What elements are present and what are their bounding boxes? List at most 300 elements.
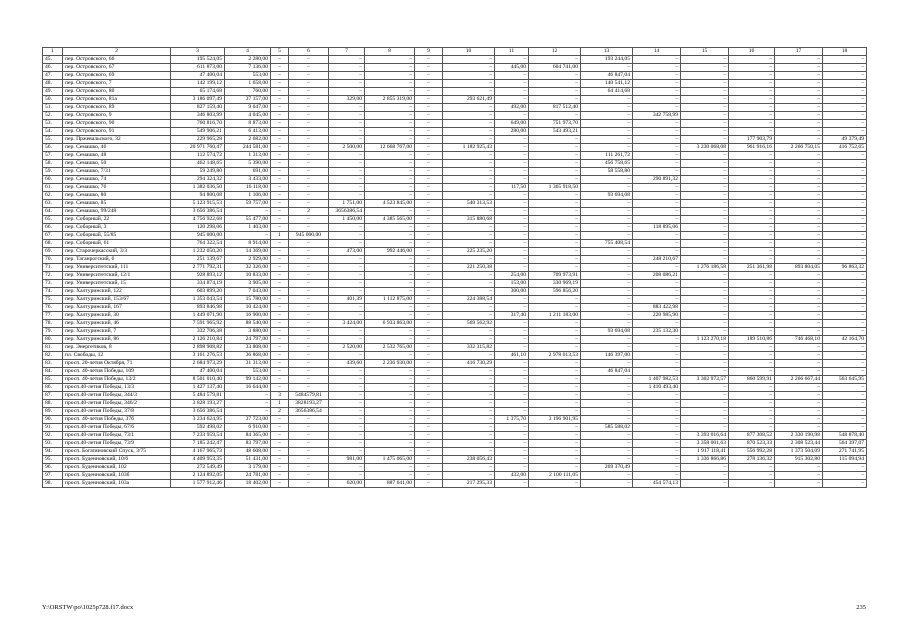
table-row [43,216,867,224]
table-cell: – [365,280,415,288]
table-cell: 83. [43,360,63,368]
table-cell: 2 929,00 [225,256,271,264]
table-cell: 492,00 [495,104,529,112]
table-cell: – [365,80,415,88]
table-cell: – [729,216,775,224]
table-cell: – [289,72,329,80]
table-cell: 72. [43,272,63,280]
table-cell: – [415,136,443,144]
table-cell: – [289,96,329,104]
table-cell: – [271,264,289,272]
table-cell: – [271,224,289,232]
table-cell: – [823,256,867,264]
table-cell: – [775,408,823,416]
table-cell: – [581,416,633,424]
table-cell: 611 873,00 [171,64,225,72]
table-row [43,264,867,272]
table-cell: – [329,352,365,360]
table-cell: – [225,408,271,416]
table-cell: – [415,304,443,312]
table-cell: – [729,464,775,472]
table-cell: – [415,384,443,392]
table-cell: – [581,440,633,448]
table-cell: – [289,288,329,296]
table-cell: – [365,152,415,160]
table-cell: 3 234 624,95 [171,416,225,424]
table-cell: 945 000,00 [171,232,225,240]
table-cell: 80. [43,336,63,344]
table-cell: 760 816,70 [171,120,225,128]
table-cell: – [775,232,823,240]
table-cell: просп.40-летия Победы, 73/9 [63,440,171,448]
table-row [43,472,867,480]
table-cell: – [415,80,443,88]
table-cell: 649,00 [495,120,529,128]
table-cell: 79. [43,328,63,336]
table-cell: – [681,472,729,480]
table-cell: – [289,104,329,112]
table-cell: – [495,240,529,248]
table-cell: – [289,224,329,232]
table-cell: 1 [271,400,289,408]
table-cell: – [633,336,681,344]
table-cell: 992 446,00 [365,248,415,256]
table-cell: – [289,304,329,312]
table-cell: – [681,120,729,128]
table-cell: – [495,264,529,272]
table-cell: 47 400,04 [171,72,225,80]
table-cell: 36 868,00 [225,352,271,360]
table-cell: – [633,232,681,240]
table-cell: 3 186 097,49 [171,96,225,104]
table-cell: 3656386,54 [329,208,365,216]
table-cell: – [529,456,581,464]
table-cell: – [581,120,633,128]
table-cell: – [729,152,775,160]
table-cell: – [681,168,729,176]
table-cell: 3 358 001,63 [681,440,729,448]
table-cell: – [633,160,681,168]
table-cell: 238 056,43 [443,456,495,464]
table-cell: – [329,336,365,344]
table-cell: пер. Семашко, 80 [63,192,171,200]
table-cell: – [495,208,529,216]
table-cell: – [271,88,289,96]
table-row [43,112,867,120]
table-cell: – [415,456,443,464]
table-cell: – [329,288,365,296]
table-cell: 1 410 493,40 [633,384,681,392]
table-cell: – [365,376,415,384]
table-cell: – [443,352,495,360]
table-cell: – [581,216,633,224]
table-cell: – [823,368,867,376]
table-cell: пер. Островского, 66 [63,56,171,64]
table-cell: – [271,328,289,336]
table-cell: – [823,464,867,472]
table-cell: – [775,64,823,72]
table-cell: – [633,360,681,368]
table-cell: – [633,80,681,88]
table-cell: – [289,56,329,64]
table-cell: 1 182 925,43 [443,144,495,152]
table-cell: – [329,120,365,128]
table-row [43,240,867,248]
table-cell: – [443,472,495,480]
table-cell: – [415,264,443,272]
table-cell: 51 431,00 [225,456,271,464]
table-cell: 73. [43,280,63,288]
table-cell: – [365,56,415,64]
table-cell: – [415,296,443,304]
table-cell: – [775,256,823,264]
table-cell: – [495,88,529,96]
table-cell: – [289,176,329,184]
table-row [43,152,867,160]
table-cell: – [365,352,415,360]
table-cell: – [443,208,495,216]
table-cell: 87. [43,392,63,400]
table-cell: – [415,96,443,104]
table-cell: – [681,128,729,136]
table-cell: – [365,424,415,432]
table-cell: – [681,176,729,184]
table-cell: 416 752,65 [823,144,867,152]
table-cell: 99 142,00 [225,376,271,384]
table-cell: 58 558,80 [581,168,633,176]
table-cell: – [495,328,529,336]
table-cell: – [495,464,529,472]
table-cell: – [681,152,729,160]
table-cell: 10 833,00 [225,272,271,280]
table-cell: – [729,128,775,136]
table-cell: – [823,328,867,336]
table-row [43,104,867,112]
table-cell: – [271,208,289,216]
table-cell: – [681,184,729,192]
table-cell: – [443,288,495,296]
table-cell: – [365,64,415,72]
table-cell: – [633,464,681,472]
table-cell: 97. [43,472,63,480]
table-cell: – [289,320,329,328]
table-cell: – [729,168,775,176]
table-cell: 82. [43,352,63,360]
table-cell: – [271,336,289,344]
table-cell: – [823,304,867,312]
table-cell: – [289,192,329,200]
table-cell: – [729,280,775,288]
table-cell: 2 500,00 [329,144,365,152]
table-cell: 118 895,06 [633,224,681,232]
table-cell: 432,00 [495,472,529,480]
table-cell: – [529,160,581,168]
table-cell: 416 730,29 [443,360,495,368]
table-row [43,232,867,240]
table-cell: – [271,344,289,352]
table-cell: – [495,144,529,152]
table-cell: просп. Буденновский, 103б [63,472,171,480]
table-cell: 13 [581,48,633,56]
table-cell: 54. [43,128,63,136]
table-cell: пл. Свободы, 12 [63,352,171,360]
table-cell: 220 985,90 [633,312,681,320]
table-cell: 49. [43,88,63,96]
table-cell: 58. [43,160,63,168]
table-cell: 10 424,00 [225,304,271,312]
table-cell: – [823,248,867,256]
table-cell: – [823,472,867,480]
table-row [43,432,867,440]
table-cell: 177 903,79 [729,136,775,144]
table-cell: 3 179,00 [225,464,271,472]
table-cell: – [225,208,271,216]
table-cell: – [529,400,581,408]
table-cell: – [495,400,529,408]
table-cell: – [775,472,823,480]
table-cell: 596 856,20 [529,288,581,296]
table-cell: – [823,344,867,352]
table-cell: 709 973,91 [529,272,581,280]
table-cell: – [823,360,867,368]
table-cell: – [581,272,633,280]
table-cell: – [633,320,681,328]
table-cell: 88. [43,400,63,408]
table-cell: – [729,192,775,200]
table-cell: 764 322,54 [171,240,225,248]
table-cell: 3 905,00 [225,280,271,288]
table-cell: – [823,232,867,240]
table-cell: – [289,152,329,160]
table-cell: – [775,248,823,256]
table-cell: – [529,56,581,64]
table-cell: – [271,200,289,208]
table-cell: – [415,336,443,344]
table-row [43,144,867,152]
table-cell: – [289,456,329,464]
table-row [43,480,867,488]
table-cell: – [329,264,365,272]
table-cell: – [329,392,365,400]
table-cell: 52. [43,112,63,120]
table-cell: – [681,424,729,432]
table-cell: 117,50 [495,184,529,192]
table-row [43,184,867,192]
table-cell: 893 804,05 [775,264,823,272]
table-cell: 883 422,98 [633,304,681,312]
table-cell: – [289,256,329,264]
table-cell: – [271,376,289,384]
table-cell: 10 [443,48,495,56]
table-cell: – [443,384,495,392]
table-cell: 945 000,00 [289,232,329,240]
table-cell: 57. [43,152,63,160]
table-cell: – [823,64,867,72]
table-cell: – [729,312,775,320]
table-cell: – [495,408,529,416]
table-cell: – [729,88,775,96]
table-cell: – [729,304,775,312]
table-row [43,120,867,128]
table-cell: – [271,128,289,136]
table-cell: 75. [43,296,63,304]
table-cell: – [271,56,289,64]
table-cell: 17 [775,48,823,56]
table-cell: – [271,104,289,112]
table-cell: 24 797,00 [225,336,271,344]
table-cell: 1 232 050,20 [171,248,225,256]
table-cell: 1 449 071,90 [171,312,225,320]
table-cell: – [775,72,823,80]
table-cell: 5484579,81 [289,392,329,400]
table-cell: – [681,392,729,400]
table-cell: 329,00 [329,96,365,104]
table-cell: 111 261,72 [581,152,633,160]
table-cell: – [581,136,633,144]
table-cell: – [415,248,443,256]
table-cell: – [365,72,415,80]
table-cell: 2 532 765,00 [365,344,415,352]
table-cell: 553,00 [225,368,271,376]
table-cell: 1 106,00 [225,192,271,200]
table-cell: – [681,136,729,144]
table-cell: – [529,432,581,440]
table-cell: 84. [43,368,63,376]
table-cell: – [365,160,415,168]
table-cell: – [365,384,415,392]
table-cell: – [289,248,329,256]
table-cell: – [823,160,867,168]
table-cell: 59. [43,168,63,176]
table-cell: 55 477,00 [225,216,271,224]
table-cell: 1 123 270,18 [681,336,729,344]
table-cell: – [329,464,365,472]
table-cell: – [823,56,867,64]
table-cell: 189 510,86 [729,336,775,344]
table-cell: – [681,104,729,112]
table-cell: 9 647,00 [225,104,271,112]
table-cell: 81. [43,344,63,352]
table-cell: – [581,472,633,480]
table-cell: – [775,200,823,208]
table-cell: – [329,112,365,120]
table-cell: 2 330 190,98 [775,432,823,440]
table-cell: 193 244,05 [581,56,633,64]
table-cell: 3 656 386,54 [171,408,225,416]
table-cell: – [365,272,415,280]
table-cell: – [271,448,289,456]
table-cell: 32 326,00 [225,264,271,272]
table-cell: 877 308,52 [729,432,775,440]
table-row [43,96,867,104]
table-cell: – [729,288,775,296]
table-cell: – [289,384,329,392]
table-cell: пер. Халтуринский, 167 [63,304,171,312]
table-cell: пер. Таганрогский, 6 [63,256,171,264]
table-cell: – [443,376,495,384]
table-cell: – [415,464,443,472]
table-cell: – [633,144,681,152]
table-row [43,280,867,288]
table-row [43,448,867,456]
table-cell: 290 891,32 [633,176,681,184]
table-cell: 195 524,05 [171,56,225,64]
table-cell: – [529,328,581,336]
table-cell: – [729,480,775,488]
table-cell: – [823,280,867,288]
table-cell: – [415,432,443,440]
table-cell: – [271,64,289,72]
table-cell: – [633,64,681,72]
table-row [43,312,867,320]
table-cell: – [289,80,329,88]
table-cell: – [681,232,729,240]
table-cell: 217 295,33 [443,480,495,488]
table-cell: 8 501 010,40 [171,376,225,384]
table-cell: – [415,312,443,320]
table-cell: – [289,280,329,288]
table-cell: – [823,480,867,488]
table-cell: 293 621,49 [443,96,495,104]
table-cell: – [529,464,581,472]
table-cell: – [329,256,365,264]
table-cell: 461,10 [495,352,529,360]
table-cell: – [729,320,775,328]
table-cell: – [415,200,443,208]
table-cell: – [289,160,329,168]
table-cell: 16 900,00 [225,312,271,320]
table-cell: 2 236 930,00 [365,360,415,368]
table-cell: – [823,168,867,176]
table-cell: – [495,440,529,448]
table-cell: пер. Халтуринский, 7 [63,328,171,336]
table-cell: – [823,272,867,280]
table-cell: – [365,400,415,408]
table-cell: – [289,120,329,128]
table-cell: 2 [63,48,171,56]
table-cell: – [289,144,329,152]
table-cell: – [271,216,289,224]
table-cell: 271 741,95 [823,448,867,456]
table-cell: 543 493,21 [529,128,581,136]
table-cell: – [443,392,495,400]
table-cell: – [365,416,415,424]
table-cell: – [529,360,581,368]
table-cell: – [289,416,329,424]
table-cell: – [289,464,329,472]
table-cell: 76. [43,304,63,312]
table-cell: – [581,232,633,240]
table-cell: пер. Университетский, 15 [63,280,171,288]
table-cell: – [633,424,681,432]
table-cell: 66. [43,224,63,232]
table-cell: – [529,304,581,312]
table-cell: – [329,72,365,80]
table-cell: 2 126 210,84 [171,336,225,344]
table-cell: – [823,152,867,160]
table-row [43,64,867,72]
table-cell: пер. Семашко, 74 [63,176,171,184]
table-cell: просп.40-летия Победы, 73/1 [63,432,171,440]
table-row [43,368,867,376]
table-cell: 90. [43,416,63,424]
table-cell: просп. Буденновский, 10/6 [63,456,171,464]
table-cell: – [729,112,775,120]
table-cell: – [775,352,823,360]
table-cell: 746 468,10 [775,336,823,344]
table-cell: – [529,192,581,200]
table-cell: – [443,56,495,64]
